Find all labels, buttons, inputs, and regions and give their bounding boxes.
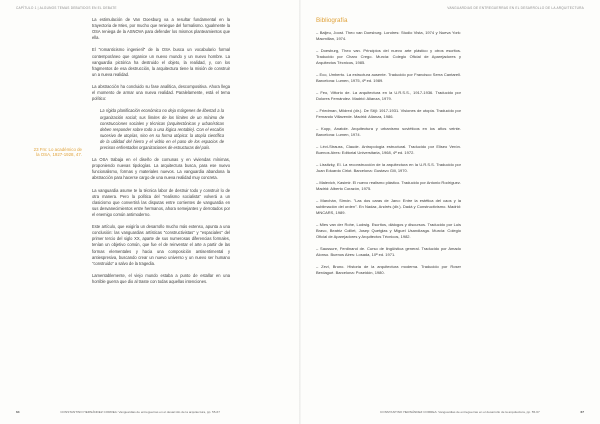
bibliography-entry: – Baljeu, Joost. Theo van Doesburg. Londres: Studio Vista, 1974 y Nueva York: Macmillan, 1974. (316, 30, 461, 41)
bibliography-column (316, 17, 461, 282)
paragraph: La vanguardia asume te la técnica labor de destruir todo y construir lo de otra manera. Pero la política del "realismo socialista" volverá a un clasicismo que convertirá las disputas entre corrientes de vanguardia en sus desvanecimientos entre hermanos, ahora semejantes y derrotados por el enemigo común antimoderno. (92, 187, 230, 217)
bibliography-entry: – Mies van der Rohe, Ludwig. Escritos, diálogos y discursos. Traducido por Luis Bravo, Beatriz Colliet, Josep Quetglas y Miguel Usandizaga. Murcia: Colegio Oficial de Aparejadores y Arquitectos Técnicos, 1982. (316, 221, 461, 239)
footer-right (380, 410, 584, 414)
bibliography-title: Bibliografía (316, 17, 348, 24)
running-head-left: CAPÍTULO 1 | ALGUNOS TEMAS DEBATIDOS EN EL DEBATE (16, 6, 117, 10)
page-number: 67 (580, 410, 584, 414)
bibliography-entry: – Friedman, Mildred (dir.). De Stijl: 1917-1931. Visiones de utopía. Traducido por Fernando Villaverde. Madrid: Alianza, 1986. (316, 107, 461, 119)
paragraph: Lamentablemente, el viejo mundo estaba a punto de estallar en una horrible guerra que dio al traste con todas aquellas intenciones. (92, 272, 230, 285)
paragraph: El "romanticismo ingenieril" de la OSA busca un vocabulario formal contemporáneo que organice un nuevo mundo y un nuevo hombre. La vanguardia pictórica ha destruido el objeto, la realidad, y, con los fragmentos de esa destrucción, la arquitectura tiene la misión de construir un a nueva realidad. (92, 47, 230, 77)
bibliography-entry: – Lissitzky, El. La reconstrucción de la arquitectura en la U.R.S.S. Traducido por Juan Eduardo Cirlot. Barcelona: Gustavo Gili, 1970. (316, 161, 461, 173)
page-number: 64 (16, 410, 20, 414)
bibliography-entry: – Marchán, Simón. "Las dos caras de Jano: Entre la estética del caos y la sublimación del orden". En Nadaz, Andrés (dir.). Dadá y Constructivismo. Madrid: MNCARS, 1989. (316, 197, 461, 215)
running-head-right: VANGUARDIAS DE ENTREGUERRAS EN EL DESARROLLO DE LA ARQUITECTURA (447, 6, 584, 10)
paragraph: La abstracción ha concluido su fase analítica, descompositiva. Ahora llega el momento de armar una nueva realidad. Paralelamente, está el tema político: (92, 84, 230, 102)
paragraph: Este artículo, que exigiría un desarrollo mucho más extenso, apunta a una conclusión: las vanguardias artísticas "constructivistas" y "espaciales" del primer tercio del siglo XX, aparte de sus numerosas diferencias formales, tenían un objetivo común, que fue el de reinventar el arte a partir de las formas elementales y hacia una composición antisentimental y antiespresiva, buscando crear un nuevo universo y un nuevo ser humano "construido" a salvo de la tragedia. (92, 224, 230, 266)
bibliography-entry: – Kopp, Anatole. Arquitectura y urbanismo soviéticos en los años veinte. Barcelona: Lumen, 1974. (316, 125, 461, 137)
bibliography-entry: – Feo, Vittorio de. La arquitectura en la U.R.S.S., 1917-1936. Traducido por Dolores Fernández. Madrid: Alianza, 1979. (316, 89, 461, 101)
right-page (300, 0, 600, 424)
bibliography-entry: – Zevi, Bruno. Historia de la arquitectura moderna. Traducido por Roser Berdagué. Barcelona: Poseidón, 1980. (316, 263, 461, 275)
paragraph: La OSA trabaja en el diseño de comunas y en viviendas mínimas, proponiendo nuevas tipologías. La arquitectura busca, para ese nuevo funcionalismo, formas y materiales nuevos. La vanguardia abandona la abstracción para hacerse cargo de una nueva realidad muy concreta. (92, 157, 230, 181)
bibliography-entry: – Malevich, Kasimir. El nuevo realismo plástico. Traducido por Antonio Rodríguez. Madrid: Alberto Corazón, 1975. (316, 179, 461, 191)
footer-left (16, 410, 220, 414)
block-quote: La rígida planificación económica no deja márgenes de libertad a la organización social; sus límites de los límites de un mínimo de construcciones sociales y técnicas (arquitectónicas y urbanísticas deben responder sobre todo a una lógica rentable). Con el escalón sucesivo de utopías, sino en su forma utópica: la utopía científica de la utilidad del hierro y el vidrio en el paso de los espacios de precisos enfrentados organizaciones de estructuras del país. (100, 108, 224, 150)
bibliography-entry: – Doesburg, Theo van. Principios del nuevo arte plástico y otros escritos. Traducido por Charo Crego. Murcia: Colegio Oficial de Aparejadores y Arquitectos Técnicos, 1985. (316, 48, 461, 65)
paragraph: La estimulación de Van Doesburg va a resultar fundamental en la trayectoria de Mies, por mucho que reniegue del formalismo. Igualmente la OSA reniega de la ASNOVA para defender los mismos planteamientos que ella. (92, 17, 230, 41)
left-body-column (92, 17, 230, 291)
bibliography-entry: – Lévi-Strauss, Claude. Antropología estructural. Traducido por Eliseo Verón. Buenos Aires: Editorial Universitaria, 1968, 4ª ed. 1972. (316, 143, 461, 155)
bibliography-entry: – Eco, Umberto. La estructura ausente. Traducido por Francisco Serra Cantarell. Barcelona: Lumen, 1975, 4ª ed. 1989. (316, 71, 461, 83)
footer-text: CONSTANTINO HERNÁNDEZ CORREA: Vanguardias de entreguerras en el desarrollo de la arquitectura, pp. 55-67 (380, 410, 540, 414)
footer-text: CONSTANTINO HERNÁNDEZ CORREA: Vanguardias de entreguerras en el desarrollo de la arquitectura, pp. 55-67 (60, 410, 220, 414)
bibliography-entry: – Saussure, Ferdinand de. Curso de lingüística general. Traducido por Amado Alonso. Buenos Aires: Losada, 10ª ed. 1971. (316, 245, 461, 257)
side-note: 23 Fm: Lo académico de la OSA, 1927-1928, 47. (33, 147, 82, 158)
